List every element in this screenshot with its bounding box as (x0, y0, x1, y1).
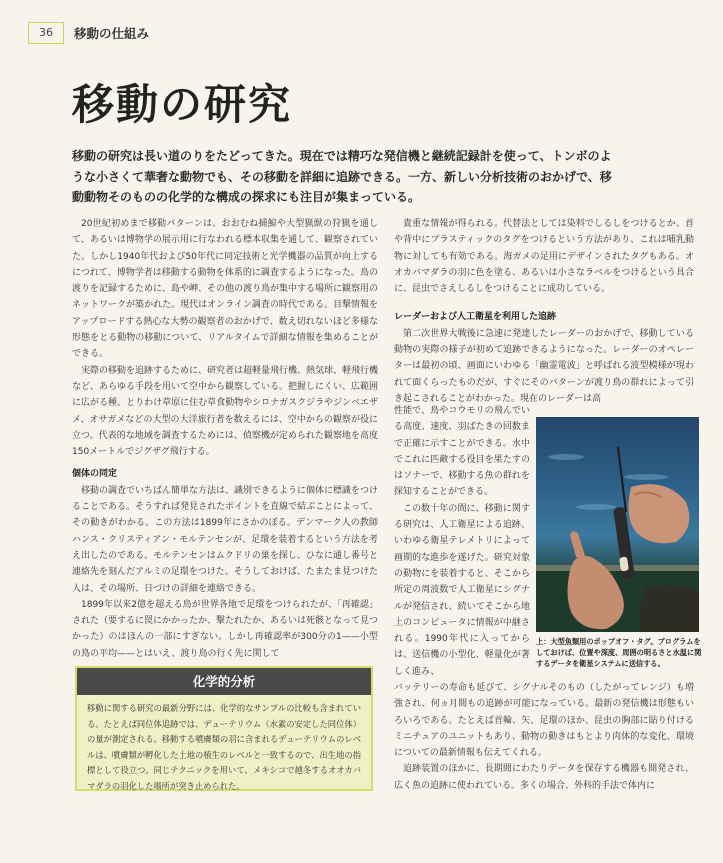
subheading-radar: レーダーおよび人工衛星を利用した追跡 (394, 312, 557, 323)
sidebar-box-title: 化学的分析 (77, 668, 371, 695)
body-paragraph: 20世紀初めまで移動パターンは、おおむね捕鯨や大型猟獣の狩猟を通して、あるいは博物学の展示用に行なわれる標本収集を通して、観察されていた。しかし1940年代および50年代に同定技術と光学機器の品質が向上するにつれて、博物学者は移動する動物を体系的に調査するようになった。鳥の渡りを記録するために、島や岬、その他の渡り鳥が集中する場所に観察用のネットワークが築かれた。現代はオンライン調査の時代である。目撃情報をアップロードする熱心な大勢の観察者のおかげで、数え切れないほど多様な形態をとる動物の移動について、リアルタイムで詳細な情報を集めることができる。 (72, 219, 379, 360)
body-paragraph: 第二次世界大戦後に急速に発達したレーダーのおかげで、移動している動物の実際の様子が初めて追跡できるようになった。レーダーのオペレーターは最初の頃、画面にいわゆる「幽霊電波」と呼ばれる波型模様が現われて面くらったものだが、すぐにそのパターンが渡り鳥の群れによって引き起こされることがわかった。現在のレーダーは高 (394, 328, 694, 404)
sidebar-box-body: 移動に関する研究の最新分野には、化学的なサンプルの比較も含まれている。たとえば同位体追跡では、デューテリウム（水素の安定した同位体）の量が測定される。移動する噴膚類の羽に含まれるデューテリウムのレベルは、噴膚類が孵化した土地の植生のレベルと一致するので、出生地の指標として役立つ。同じテクニックを用いて、メキシコで越冬するオオカバマダラの羽化した場所が突き止められた。 (87, 703, 361, 791)
body-paragraph: 追跡装置のほかに、長期間にわたりデータを保存する機器も開発され、広く魚の追跡に使われている。多くの場合、外科的手法で体内に (394, 764, 694, 791)
body-paragraph: バッテリーの寿命も延びて、シグナルそのもの（したがってレンジ）も増強され、何ヵ月間もの追跡が可能になっている。最新の発信機は形態もいろいろである。たとえば首輪、矢、足環のほか、昆虫の胸部に貼り付けるミニチュアのユニットもあり、動物の動きはもとより肉体的な変化、環境についての最新情報も伝えてくれる。 (394, 683, 694, 759)
left-column (72, 216, 378, 662)
right-narrow-column (394, 403, 530, 680)
body-paragraph: 移動の調査でいちばん簡単な方法は、識別できるように個体に標識をつけることである。そうすれば発見されたポイントを直線で結ぶことによって、その動きがわかる。この方法は1899年にさかのぼる。デンマーク人の教師ハンス・クリスティアン・モルテンセンが、足環を装着するという方法を考え出したのである。モルテンセンはムクドリの巣を探し、ひなに通し番号と連絡先を刻んだアルミの足環をつけた。そうしておけば、たまたま見つけた人は、その場所、日づけの詳細を連絡できる。 (72, 485, 379, 594)
right-bottom-column (394, 680, 694, 794)
lead-paragraph: 移動の研究は長い道のりをたどってきた。現在では精巧な発信機と継続記録計を使って、トンボのような小さくて華奢な動物でも、その移動を詳細に追跡できる。一方、新しい分析技術のおかげで、移動動物そのものの化学的な構成の探求にも注目が集まっている。 (72, 149, 612, 204)
body-paragraph: この数十年の間に、移動に関する研究は、人工衛星による追跡、いわゆる衛星テレメトリによって画期的な進歩を遂げた。研究対象の動物にを装着すると、そこから所定の周波数で人工衛星にシグナルが発信され、続いてそこから地上のコンピュータに情報が中継される。1990年代に入ってからは、送信機の小型化、軽量化が著しく進み、 (394, 503, 530, 677)
section-label: 移動の仕組み (74, 26, 150, 41)
body-paragraph: 貴重な情報が得られる。代替法としては染料でしるしをつけるとか、首や背中にプラスティックのタグをつけるという方法があり、これは哺乳動物に対しても有効である。海ガメの足用にデザインされたタグもある。オオカバマダラの羽に色を塗る、あるいは小さなラベルをつけるという具合に、昆虫でさえしるしをつけることに成功している。 (394, 219, 694, 295)
photo-caption: 上：大型魚類用のポップオフ・タグ。プログラムをしておけば、位置や深度、周囲の明るさと水温に関するデータを衛星システムに送信する。 (536, 637, 702, 668)
body-paragraph: 1899年以来2億を超える鳥が世界各地で足環をつけられたが、「再確認」された（要するに罠にかかったか、撃たれたか、あるいは死骸となって見つかった）のはほんの一部にすぎない。しかし再確認率が300分の1——小型の鳥の平均——とはいえ、渡り鳥の行く先に関して (72, 599, 379, 659)
sidebar-box-chemical-analysis (75, 666, 373, 791)
right-column (394, 216, 694, 407)
subheading-identification: 個体の同定 (72, 469, 118, 480)
page-number: 36 (28, 22, 64, 44)
photo-popoff-tag (536, 417, 699, 632)
body-paragraph: 性能で、鳥やコウモリの飛んでいる高度、速度、羽ばたきの回数まで正確に示すことができる。水中でこれに匹敵する役目を果たすのはソナーで、移動する魚の群れを探知することができる。 (394, 406, 530, 498)
body-paragraph: 実際の移動を追跡するために、研究者は超軽量飛行機、熱気球、軽飛行機など、あらゆる手段を用いて空中から観察している。把握しにくい、広範囲に広がる種、とりわけ草原に住む草食動物やシロナガスクジラやジンベエザメ、オサガメなどの大型の大洋旅行者を数えるには、空中からの観察が役に立つ。代表的な地域を調査するためには、偵察機が定められた観察地を高度150メートルでジグザグ飛行する。 (72, 365, 379, 458)
article-title: 移動の研究 (72, 80, 293, 129)
photo-illustration (536, 417, 699, 632)
